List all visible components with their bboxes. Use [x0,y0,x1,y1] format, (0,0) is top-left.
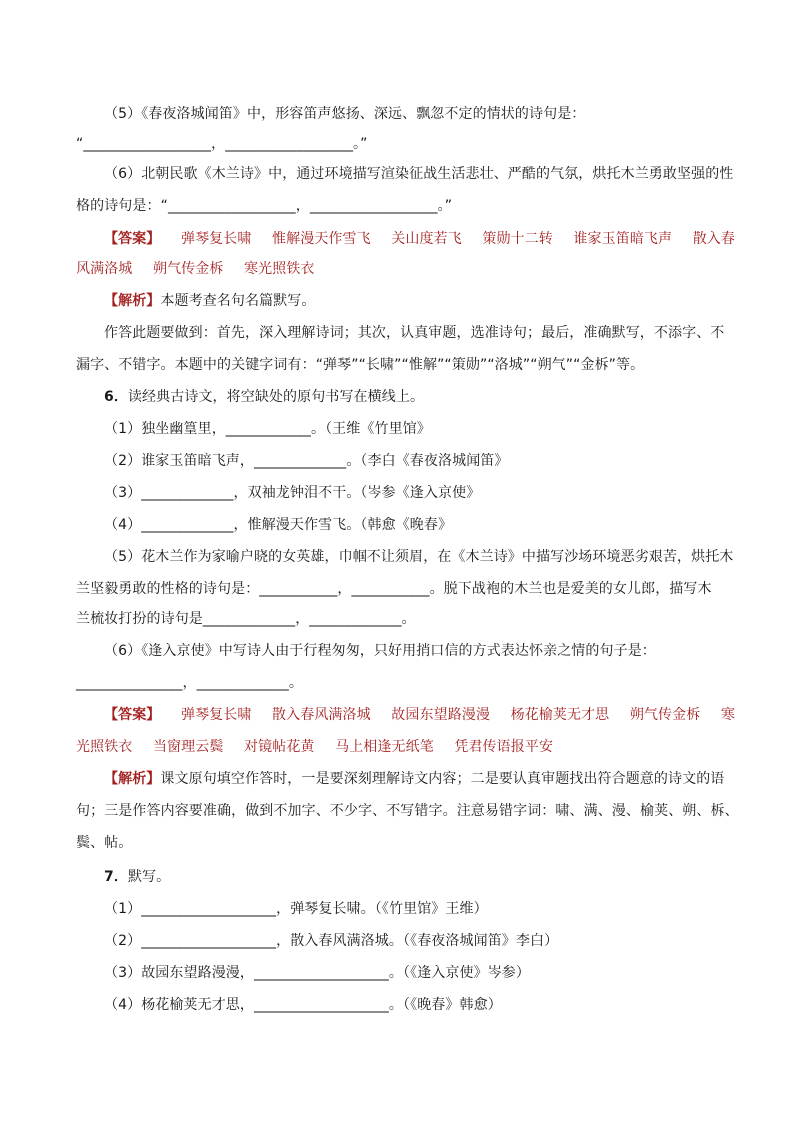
answer-item: 策勋十二转 [482,231,553,247]
answer-item: 弹琴复长啸 [180,231,252,247]
q6-item-6: （6）《逢入京使》中写诗人由于行程匆匆，只好用捎口信的方式表达怀亲之情的句子是： [104,643,656,659]
answer-item: 风满洛城 [76,261,133,277]
q6-prompt: （6）北朝民歌《木兰诗》中，通过环境描写渲染征战生活悲壮、严酷的气氛，烘托木兰勇敢坚强的性 [104,166,734,182]
answer-item: 当窗理云鬓 [152,739,224,755]
answer-item: 杨花榆荚无才思 [510,707,610,723]
q6-item-3: （3）_____________，双袖龙钟泪不干。（岑参《逢入京使》 [104,485,481,501]
answer-line-cont [76,736,726,758]
analysis-line [104,768,754,790]
q6-item-6-blanks: _______________，_____________。 [76,675,303,691]
q5-prompt: （5）《春夜洛城闻笛》中，形容笛声悠扬、深远、飘忽不定的情状的诗句是： [104,106,586,122]
analysis-text: 课文原句填空作答时，一是要深刻理解诗文内容；二是要认真审题找出符合题意的诗文的语 [160,771,725,787]
question-text: 读经典古诗文，将空缺处的原句书写在横线上。 [127,389,425,405]
answer-item: 朔气传金柝 [629,707,701,723]
q5-blank-line: “__________________，__________________。” [76,136,368,152]
q6-item-5-cont: 兰坚毅勇敢的性格的诗句是：___________，___________。脱下战袍的木兰也是爱美的女儿郎，描写木 [76,581,712,597]
answer-label: 【答案】 [104,231,161,247]
q7-item-1: （1）___________________，弹琴复长啸。（《竹里馆》王维） [104,901,488,917]
q6-item-5-cont: 兰梳妆打扮的诗句是_____________，_____________。 [76,611,416,627]
answer-line [104,228,754,250]
analysis-text: 鬓、帖。 [76,835,133,851]
answer-item: 故园东望路漫漫 [391,707,490,723]
analysis-label: 【解析】 [104,771,161,787]
q7-item-2: （2）___________________，散入春风满洛城。（《春夜洛城闻笛》李白） [104,933,559,949]
analysis-line [104,290,754,312]
answer-item: 弹琴复长啸 [180,707,252,723]
answer-item: 散入春 [692,231,735,247]
question-text: 默写。 [127,869,171,885]
answer-item: 谁家玉笛暗飞声 [573,231,673,247]
q6-item-1: （1）独坐幽篁里，____________。（王维《竹里馆》 [104,421,431,437]
q6-item-5: （5）花木兰作为家喻户晓的女英雄，巾帼不让须眉，在《木兰诗》中描写沙场环境恶劣艰苦，烘托木 [104,549,734,565]
answer-line [104,704,754,726]
answer-item: 寒 [720,707,735,723]
answer-item: 散入春风满洛城 [272,707,371,723]
analysis-text: 漏字、不错字。本题中的关键字词有：“弹琴”“长啸”“惟解”“策勋”“洛城”“朔气”“金柝”等。 [76,357,645,373]
question-6-heading [104,386,754,408]
q7-item-3: （3）故园东望路漫漫，___________________。（《逢入京使》岑参） [104,965,531,981]
answer-item: 凭君传语报平安 [454,739,554,755]
answer-item: 对镜帖花黄 [244,739,315,755]
answer-item: 光照铁衣 [76,739,133,755]
q6-item-2: （2）谁家玉笛暗飞声，_____________。（李白《春夜洛城闻笛》 [104,453,509,469]
answer-item: 惟解漫天作雪飞 [272,231,371,247]
analysis-text: 作答此题要做到：首先，深入理解诗词；其次，认真审题，选准诗句；最后，准确默写，不添字、不 [104,325,725,341]
question-number: 7． [104,869,128,885]
answer-item: 马上相逢无纸笔 [335,739,434,755]
question-7-heading [104,866,754,888]
analysis-text: 句；三是作答内容要准确，做到不加字、不少字、不写错字。注意易错字词：啸、满、漫、榆荚、朔、柝、 [76,803,739,819]
answer-line-cont [76,258,726,280]
q7-item-4: （4）杨花榆荚无才思，___________________。（《晚春》韩愈） [104,997,502,1013]
answer-item: 朔气传金柝 [152,261,224,277]
analysis-label: 【解析】 [104,293,161,309]
answer-item: 寒光照铁衣 [244,261,315,277]
q6-prompt-cont: 格的诗句是：“__________________，__________________。” [76,198,453,214]
q6-item-4: （4）_____________，惟解漫天作雪飞。（韩愈《晚春》 [104,517,453,533]
answer-label: 【答案】 [104,707,161,723]
analysis-text: 本题考查名句名篇默写。 [160,293,316,309]
question-number: 6． [104,389,128,405]
answer-item: 关山度若飞 [391,231,462,247]
